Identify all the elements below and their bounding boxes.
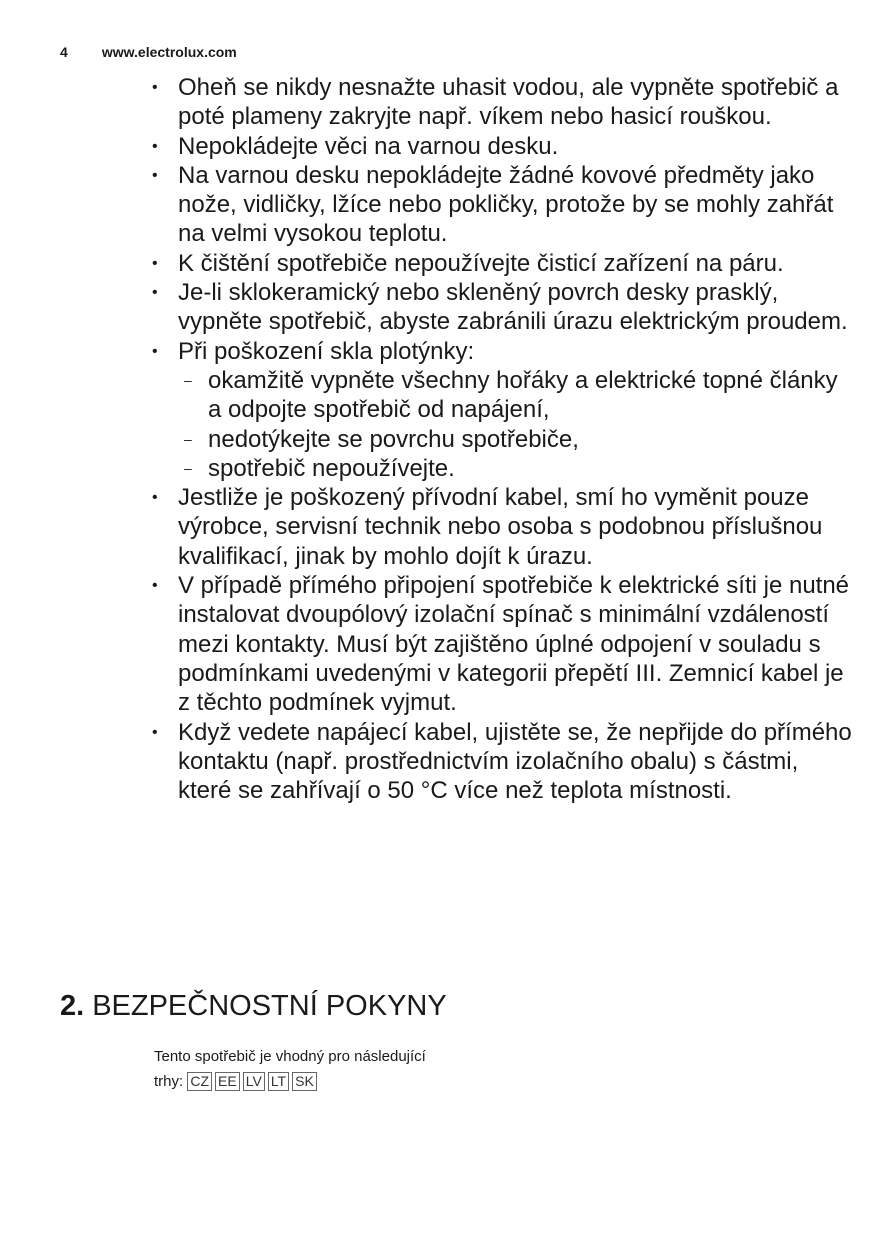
markets-note bbox=[154, 1044, 426, 1094]
markets-text: Tento spotřebič je vhodný pro následující bbox=[154, 1048, 426, 1065]
bullet-item: • Na varnou desku nepokládejte žádné kovové předměty jako nože, vidličky, lžíce nebo pokličky, protože by se mohly zahřát na velmi vysokou teplotu. bbox=[152, 161, 852, 249]
page-number: 4 bbox=[60, 44, 68, 60]
bullet-item: • Je-li sklokeramický nebo skleněný povrch desky prasklý, vypněte spotřebič, abyste zabránili úrazu elektrickým proudem. bbox=[152, 278, 852, 337]
market-code-sk: SK bbox=[292, 1072, 317, 1091]
bullet-item: • Když vedete napájecí kabel, ujistěte se, že nepřijde do přímého kontaktu (např. prostřednictvím izolačního obalu) s částmi, které se zahřívají o 50 °C více než teplota místnosti. bbox=[152, 718, 852, 806]
bullet-item: • K čištění spotřebiče nepoužívejte čisticí zařízení na páru. bbox=[152, 249, 852, 278]
bullet-item-text: Při poškození skla plotýnky: bbox=[178, 337, 475, 365]
sub-item: – okamžitě vypněte všechny hořáky a elektrické topné články a odpojte spotřebič od napájení, bbox=[178, 366, 852, 425]
market-code-lv: LV bbox=[243, 1072, 265, 1091]
bullet-item-with-subitems bbox=[152, 337, 852, 483]
bullet-item: • Oheň se nikdy nesnažte uhasit vodou, ale vypněte spotřebič a poté plameny zakryjte např. víkem nebo hasicí rouškou. bbox=[152, 73, 852, 132]
sub-item: – nedotýkejte se povrchu spotřebiče, bbox=[178, 425, 852, 454]
website-link[interactable]: www.electrolux.com bbox=[101, 44, 237, 60]
section-number: 2. bbox=[60, 990, 85, 1022]
safety-bullet-list bbox=[152, 73, 852, 805]
market-code-ee: EE bbox=[215, 1072, 240, 1091]
markets-codes-row bbox=[154, 1069, 426, 1094]
bullet-item: • Jestliže je poškozený přívodní kabel, smí ho vyměnit pouze výrobce, servisní technik nebo osoba s podobnou příslušnou kvalifikací, jinak by mohlo dojít k úrazu. bbox=[152, 483, 852, 571]
market-code-lt: LT bbox=[268, 1072, 289, 1091]
bullet-item: • V případě přímého připojení spotřebiče k elektrické síti je nutné instalovat dvoupólový izolační spínač s minimální vzdáleností mezi kontakty. Musí být zajištěno úplné odpojení v souladu s podmínkami uvedenými v kategorii přepětí III. Zemnicí kabel je z těchto podmínek vyjmut. bbox=[152, 571, 852, 717]
market-code-cz: CZ bbox=[187, 1072, 212, 1091]
markets-label: trhy: bbox=[154, 1073, 184, 1090]
section-title: BEZPEČNOSTNÍ POKYNY bbox=[92, 990, 447, 1022]
section-heading bbox=[60, 990, 447, 1023]
page-header bbox=[60, 44, 237, 60]
sub-list bbox=[178, 366, 852, 483]
sub-item: – spotřebič nepoužívejte. bbox=[178, 454, 852, 483]
bullet-item: • Nepokládejte věci na varnou desku. bbox=[152, 132, 852, 161]
